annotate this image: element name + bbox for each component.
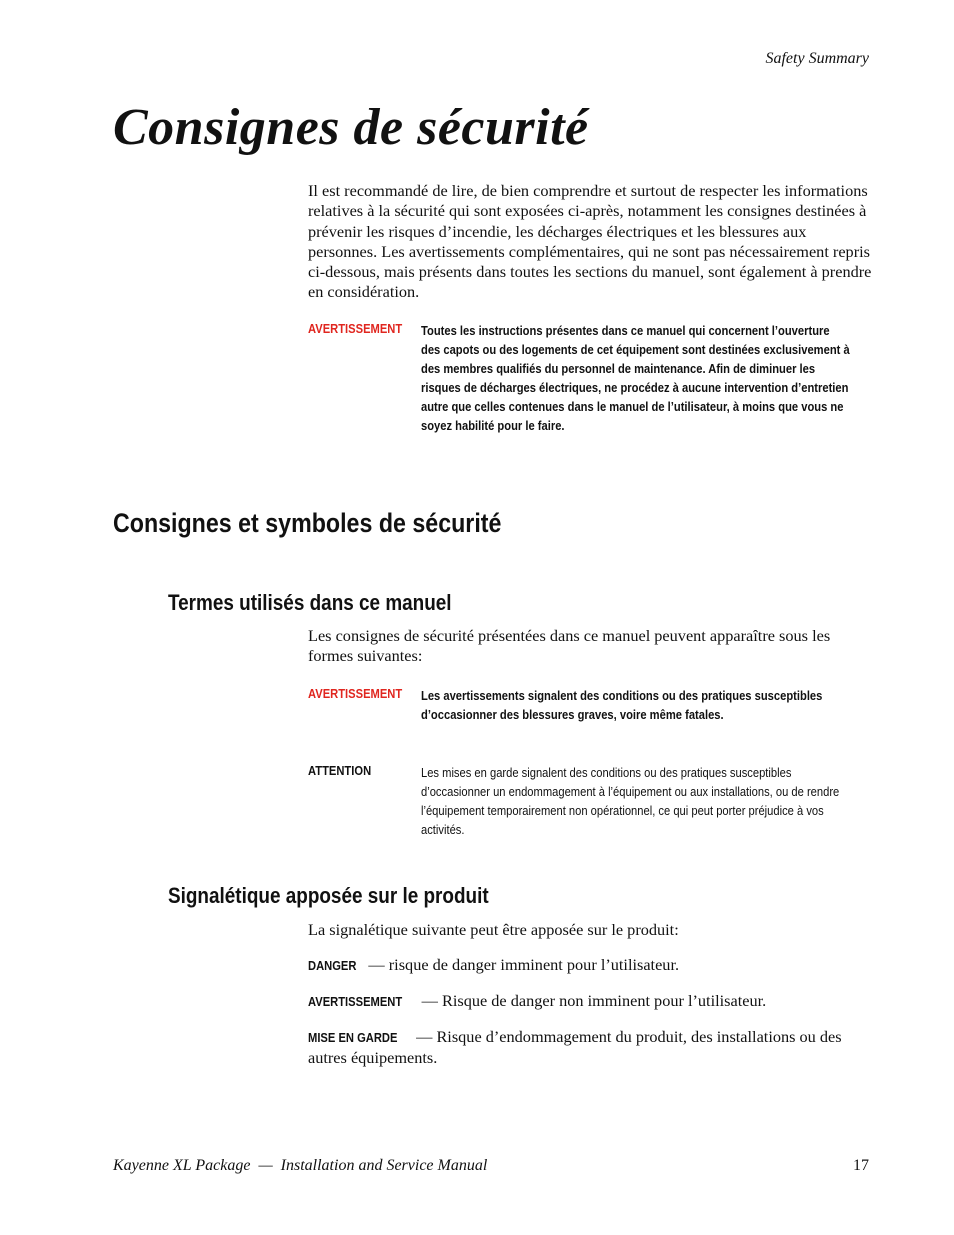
signage-item-warning [308, 991, 873, 1012]
signage-item-caution [308, 1027, 873, 1069]
signage-heading: Signalétique apposée sur le produit [168, 883, 489, 908]
intro-paragraph: Il est recommandé de lire, de bien comprendre et surtout de respecter les informations relatives à la sécurité qui sont exposées ci-après, notamment les consignes destinées à prévenir les risques d’incendie, les décharges électriques et les blessures aux personnes. Les avertissements complémentaires, qui ne sont pas nécessairement repris ci-dessous, mais présents dans toutes les sections du manuel, sont également à prendre en considération. [308, 181, 872, 302]
warning-notice-main [308, 321, 873, 461]
attention-notice [308, 763, 873, 843]
warning-label: AVERTISSEMENT [308, 321, 403, 336]
warning-text: Les avertissements signalent des conditions ou des pratiques susceptibles d’occasionner des blessures graves, voire même fatales. [421, 688, 823, 722]
page-number: 17 [853, 1157, 869, 1174]
warning-text: Toutes les instructions présentes dans ce manuel qui concernent l’ouverture des capots ou des logements de cet équipement sont destinées exclusivement à des membres qualifiés du personnel de maintenance. Afin de diminuer les risques de décharges électriques, ne procédez à aucune intervention d’entretien autre que celles contenues dans le manuel de l’utilisateur, à moins que vous ne soyez habilité pour le faire. [421, 323, 850, 433]
signage-term: MISE EN GARDE [308, 1030, 398, 1045]
attention-text: Les mises en garde signalent des conditions ou des pratiques susceptibles d’occasionner un endommagement à l’équipement ou aux installations, ou de rendre l’équipement temporairement non opérationnel, ce qui peut porter préjudice à vos activités. [421, 765, 840, 837]
signage-term: AVERTISSEMENT [308, 994, 403, 1009]
signage-description: — Risque de danger non imminent pour l’utilisateur. [417, 991, 767, 1010]
warning-label: AVERTISSEMENT [308, 686, 403, 701]
signage-description: — risque de danger imminent pour l’utilisateur. [364, 955, 680, 974]
warning-notice-terms [308, 686, 873, 746]
signage-term: DANGER [308, 958, 357, 973]
signage-description: — Risque d’endommagement du produit, des installations ou des autres équipements. [308, 1027, 842, 1068]
signage-item-danger [308, 955, 873, 976]
signage-intro: La signalétique suivante peut être apposée sur le produit: [308, 920, 679, 939]
attention-label: ATTENTION [308, 763, 372, 778]
terms-heading: Termes utilisés dans ce manuel [168, 590, 452, 615]
running-header: Safety Summary [765, 50, 869, 67]
page-title: Consignes de sécurité [113, 99, 589, 156]
footer-manual-title: Kayenne XL Package — Installation and Service Manual [113, 1157, 488, 1174]
terms-intro: Les consignes de sécurité présentées dans ce manuel peuvent apparaître sous les formes suivantes: [308, 626, 831, 666]
section-heading: Consignes et symboles de sécurité [113, 508, 502, 538]
